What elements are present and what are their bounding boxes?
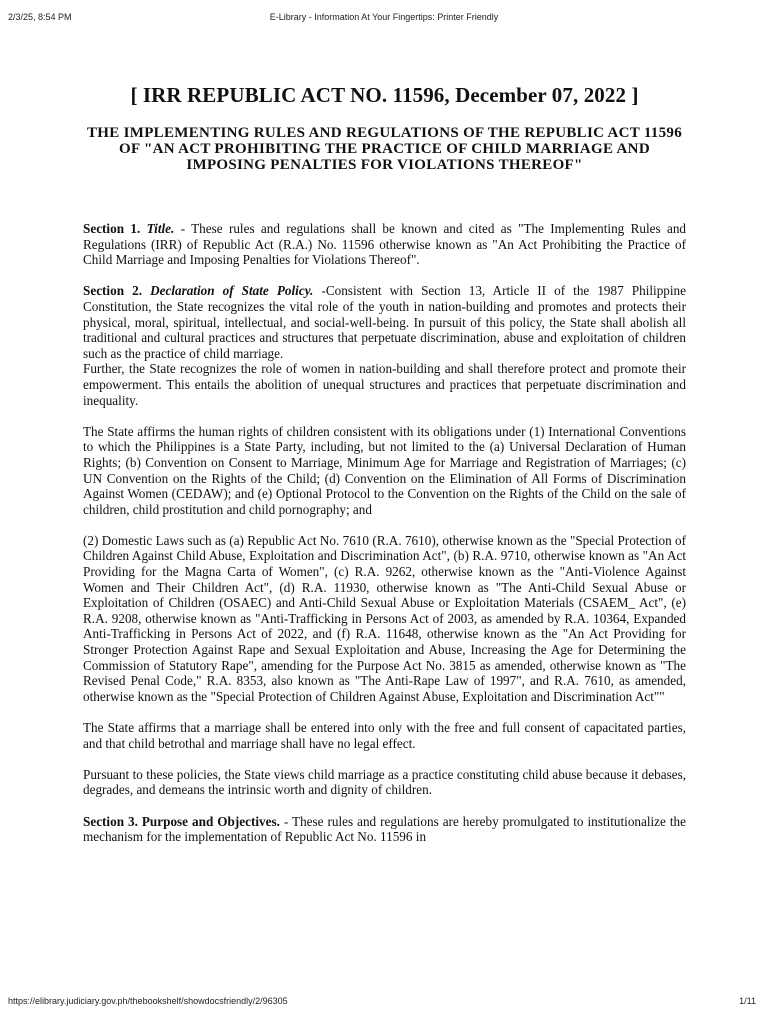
print-datetime: 2/3/25, 8:54 PM <box>8 12 72 22</box>
section-2-paragraph: The State affirms the human rights of children consistent with its obligations under (1) International Conventions to which the Philippines is a State Party, including, but not limited to the (a) Universal Declaration of Human Rights; (b) Convention on Consent to Marriage, Minimum Age for Marriage and Registration of Marriages; (c) UN Convention on the Rights of the Child; (d) Convention on the Elimination of All Forms of Discrimination Against Women (CEDAW); and (e) Optional Protocol to the Convention on the Rights of the Child on the sale of children, child prostitution and child pornography; and <box>83 423 686 517</box>
section-2-paragraph: Further, the State recognizes the role of women in nation-building and shall therefore protect and promote their empowerment. This entails the abolition of unequal structures and practices that perpetuate discrimination and inequality. <box>83 361 686 408</box>
print-url: https://elibrary.judiciary.gov.ph/thebookshelf/showdocsfriendly/2/96305 <box>8 996 288 1006</box>
print-page-title: E-Library - Information At Your Fingertips: Printer Friendly <box>269 12 499 22</box>
print-footer <box>0 996 768 1010</box>
section-1-label: Section 1. <box>83 221 141 236</box>
section-1-heading: Title. <box>146 221 175 236</box>
document-text <box>83 221 686 845</box>
section-2-paragraph: (2) Domestic Laws such as (a) Republic Act No. 7610 (R.A. 7610), otherwise known as the "Special Protection of Children Against Child Abuse, Exploitation and Discrimination Act", (b) R.A. 9710, otherwise known as "An Act Providing for the Magna Carta of Women", (c) R.A. 9262, otherwise known as the "Anti-Violence Against Women and Their Children Act", (d) R.A. 11930, otherwise known as "The Anti-Child Sexual Abuse or Exploitation of Children (OSAEC) and Anti-Child Sexual Abuse or Exploitation Materials (CSAEM_ Act", (e) R.A. 9208, otherwise known as "Anti-Trafficking in Persons Act of 2003, as amended by R.A. 10364, Expanded Anti-Trafficking in Persons Act of 2022, and (f) R.A. 11648, otherwise known as the "An Act Providing for Stronger Protection Against Rape and Sexual Exploitation and Abuse, Increasing the Age for Determining the Commission of Statutory Rape", amending for the Purpose Act No. 3815 as amended, otherwise known as "The Revised Penal Code," R.A. 8353, also known as "The Anti-Rape Law of 1997", and R.A. 7610, as amended, otherwise known as the "Special Protection of Children Against Abuse, Exploitation and Discrimination Act"" <box>83 532 686 704</box>
section-2-paragraph: Pursuant to these policies, the State views child marriage as a practice constituting child abuse because it debases, degrades, and demeans the intrinsic worth and dignity of children. <box>83 766 686 798</box>
section-2-text: -Consistent with Section 13, Article II of the 1987 Philippine Constitution, the State recognizes the vital role of the youth in nation-building and promotes and protects their physical, moral, spiritual, intellectual, and social-well-being. In pursuit of this policy, the State shall abolish all traditional and cultural practices and structures that perpetuate discrimination, abuse and exploitation of children such as the practice of child marriage. <box>83 283 687 361</box>
section-2-label: Section 2. <box>83 283 142 299</box>
print-page-number: 1/11 <box>739 996 756 1006</box>
section-3-heading: Section 3. Purpose and Objectives. <box>83 813 280 829</box>
section-2 <box>83 283 686 361</box>
section-3-text: - These rules and regulations are hereby promulgated to institutionalize the mechanism for the implementation of Republic Act No. 11596 in <box>83 813 686 845</box>
document-title: [ IRR REPUBLIC ACT NO. 11596, December 07, 2022 ] <box>130 83 639 107</box>
document-subtitle: THE IMPLEMENTING RULES AND REGULATIONS OF THE REPUBLIC ACT 11596 OF "AN ACT PROHIBITING THE PRACTICE OF CHILD MARRIAGE AND IMPOSING PENALTIES FOR VIOLATIONS THEREOF" <box>87 125 682 173</box>
section-1 <box>83 221 686 268</box>
section-2-heading: Declaration of State Policy. <box>150 283 314 299</box>
section-3 <box>83 814 686 845</box>
section-1-text: - These rules and regulations shall be known and cited as "The Implementing Rules and Regulations (IRR) of Republic Act (R.A.) No. 11596 otherwise known as "An Act Prohibiting the Practice of Child Marriage and Imposing Penalties for Violations Thereof". <box>83 221 687 268</box>
print-header <box>0 12 768 26</box>
section-2-paragraph: The State affirms that a marriage shall be entered into only with the free and full consent of capacitated parties, and that child betrothal and marriage shall have no legal effect. <box>83 720 686 751</box>
document-body <box>83 81 686 860</box>
